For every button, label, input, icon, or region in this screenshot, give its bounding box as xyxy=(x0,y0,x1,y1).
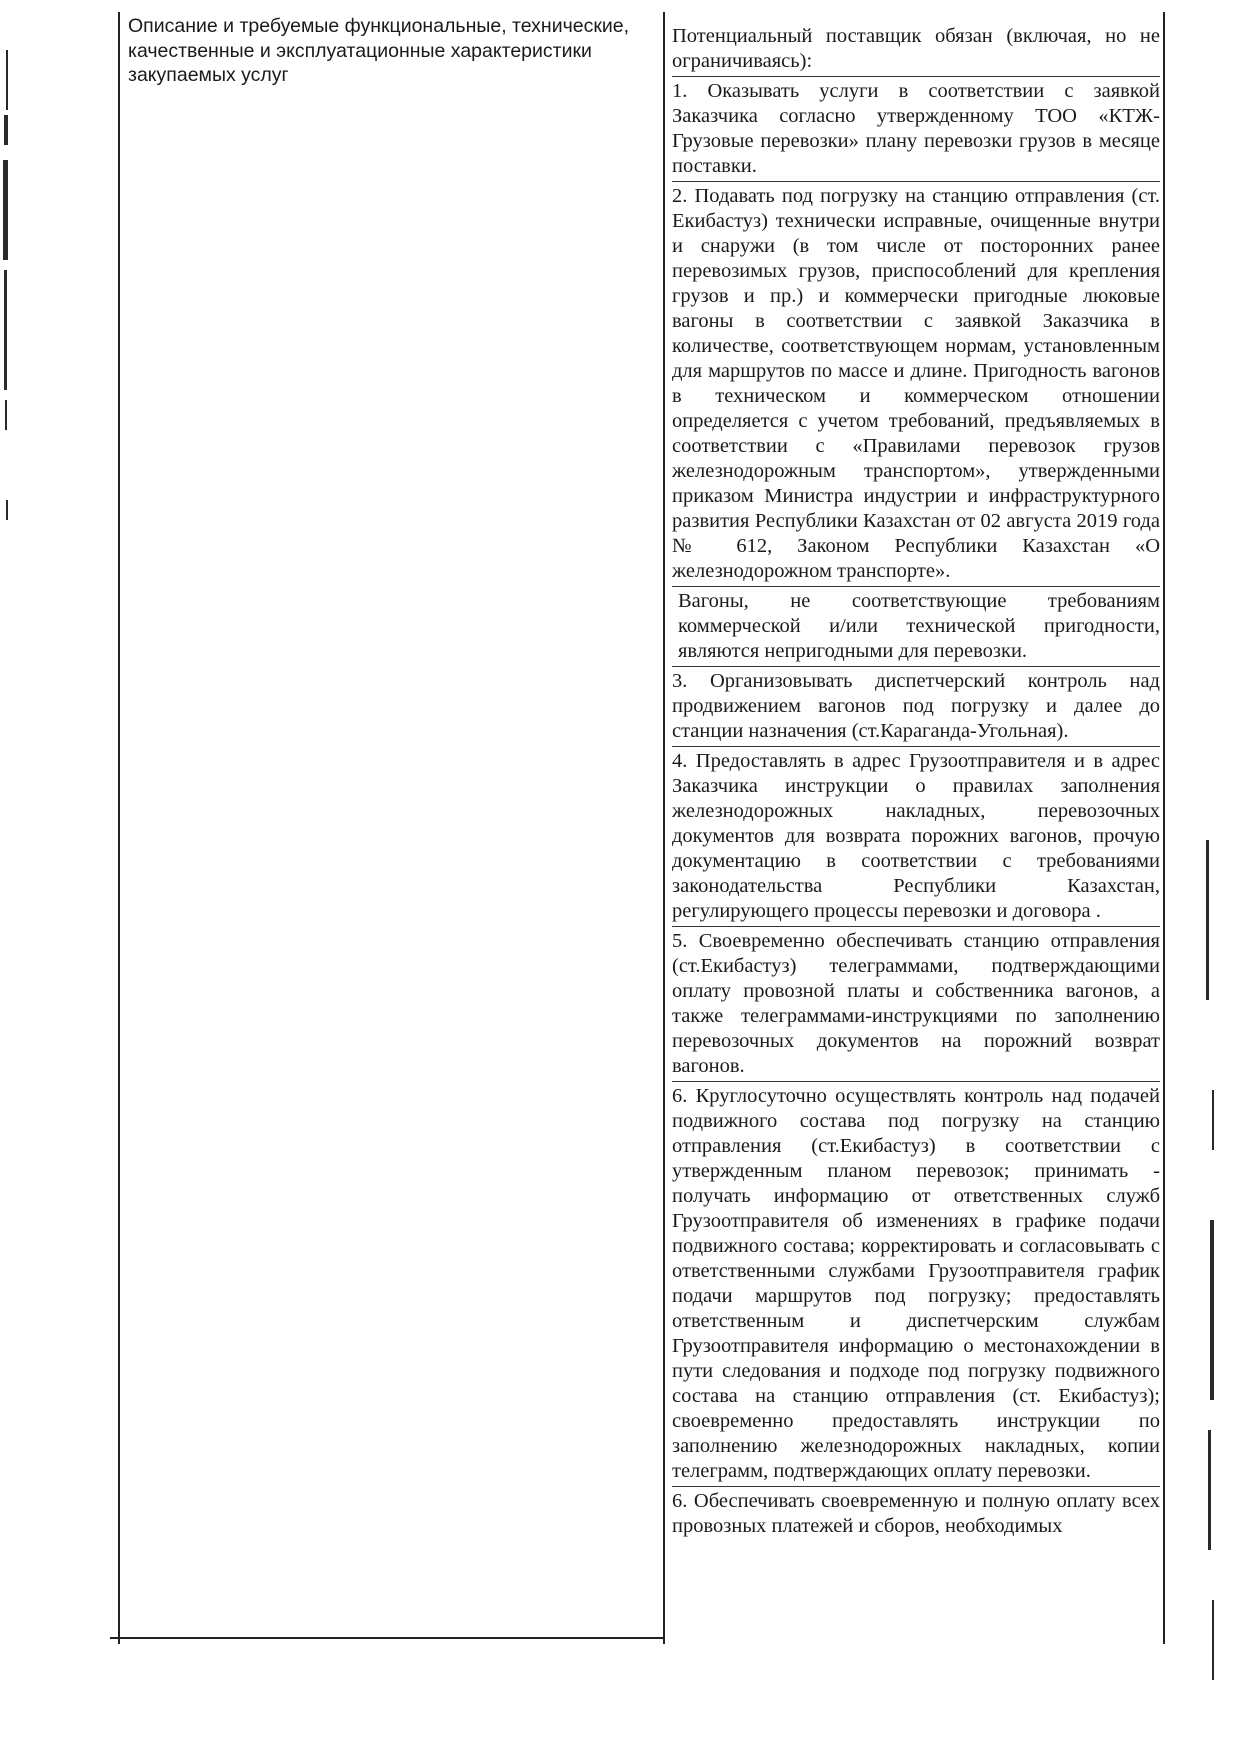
scan-artifact-left xyxy=(4,270,7,390)
scan-artifact-left xyxy=(4,115,8,145)
table-label-cell xyxy=(128,14,648,88)
scan-artifact-right xyxy=(1208,1430,1211,1550)
scan-artifact-left xyxy=(6,500,8,520)
service-characteristics-label: Описание и требуемые функциональные, технические, качественные и эксплуатационные характеристики закупаемых услуг xyxy=(128,15,630,86)
table-right-border xyxy=(1163,12,1165,1644)
obligation-item-1: 1. Оказывать услуги в соответствии с заявкой Заказчика согласно утвержденному ТОО «КТЖ-Грузовые перевозки» плану перевозки грузов в месяце поставки. xyxy=(672,76,1160,179)
obligation-item-2-note: Вагоны, не соответствующие требованиям коммерческой и/или технической пригодности, являются непригодными для перевозки. xyxy=(672,586,1160,664)
supplier-obligations-intro: Потенциальный поставщик обязан (включая, но не ограничиваясь): xyxy=(672,25,1160,72)
scan-artifact-right xyxy=(1210,1220,1214,1400)
scan-artifact-right xyxy=(1206,840,1209,1000)
scan-artifact-left xyxy=(5,400,7,430)
obligation-item-3: 3. Организовывать диспетчерский контроль над продвижением вагонов под погрузку и далее до станции назначения (ст.Караганда-Угольная). xyxy=(672,666,1160,744)
scan-artifact-right xyxy=(1212,1090,1214,1150)
obligation-item-4: 4. Предоставлять в адрес Грузоотправителя и в адрес Заказчика инструкции о правилах заполнения железнодорожных накладных, перевозочных документов для возврата порожних вагонов, прочую документацию в соответствии с требованиями законодательства Республики Казахстан, регулирующего процессы перевозки и договора . xyxy=(672,746,1160,924)
table-content-cell xyxy=(672,24,1160,1539)
obligation-item-2: 2. Подавать под погрузку на станцию отправления (ст. Екибастуз) технически исправные, очищенные внутри и снаружи (в том числе от посторонних ранее перевозимых грузов, приспособлений для крепления грузов и пр.) и коммерчески пригодные люковые вагоны в соответствии с заявкой Заказчика в количестве, соответствующем нормам, установленным для маршрутов по массе и длине. Пригодность вагонов в техническом и коммерческом отношении определяется с учетом требований, предъявляемых в соответствии с «Правилами перевозок грузов железнодорожным транспортом», утвержденными приказом Министра индустрии и инфраструктурного развития Республики Казахстан от 02 августа 2019 года № 612, Законом Республики Казахстан «О железнодорожном транспорте». xyxy=(672,181,1160,584)
table-column-divider xyxy=(663,12,665,1644)
obligation-item-7: 6. Обеспечивать своевременную и полную оплату всех провозных платежей и сборов, необходимых xyxy=(672,1486,1160,1539)
obligation-item-5: 5. Своевременно обеспечивать станцию отправления (ст.Екибастуз) телеграммами, подтверждающими оплату провозной платы и собственника вагонов, а также телеграммами-инструкциями по заполнению перевозочных документов на порожний возврат вагонов. xyxy=(672,926,1160,1079)
table-left-border xyxy=(118,12,120,1644)
table-bottom-line xyxy=(110,1637,663,1639)
scan-artifact-left xyxy=(6,50,8,110)
obligation-item-6: 6. Круглосуточно осуществлять контроль над подачей подвижного состава под погрузку на станцию отправления (ст.Екибастуз) в соответствии с утвержденным планом перевозок; принимать - получать информацию от ответственных служб Грузоотправителя об изменениях в графике подачи подвижного состава; корректировать и согласовывать с ответственными службами Грузоотправителя график подачи маршрутов под погрузку; предоставлять ответственным и диспетчерским службам Грузоотправителя информацию о местонахождении в пути следования и подходе под погрузку подвижного состава на станцию отправления (ст. Екибастуз); своевременно предоставлять инструкции по заполнению железнодорожных накладных, копии телеграмм, подтверждающих оплату перевозки. xyxy=(672,1081,1160,1484)
scan-artifact-left xyxy=(3,160,8,260)
scan-artifact-right xyxy=(1212,1600,1214,1680)
